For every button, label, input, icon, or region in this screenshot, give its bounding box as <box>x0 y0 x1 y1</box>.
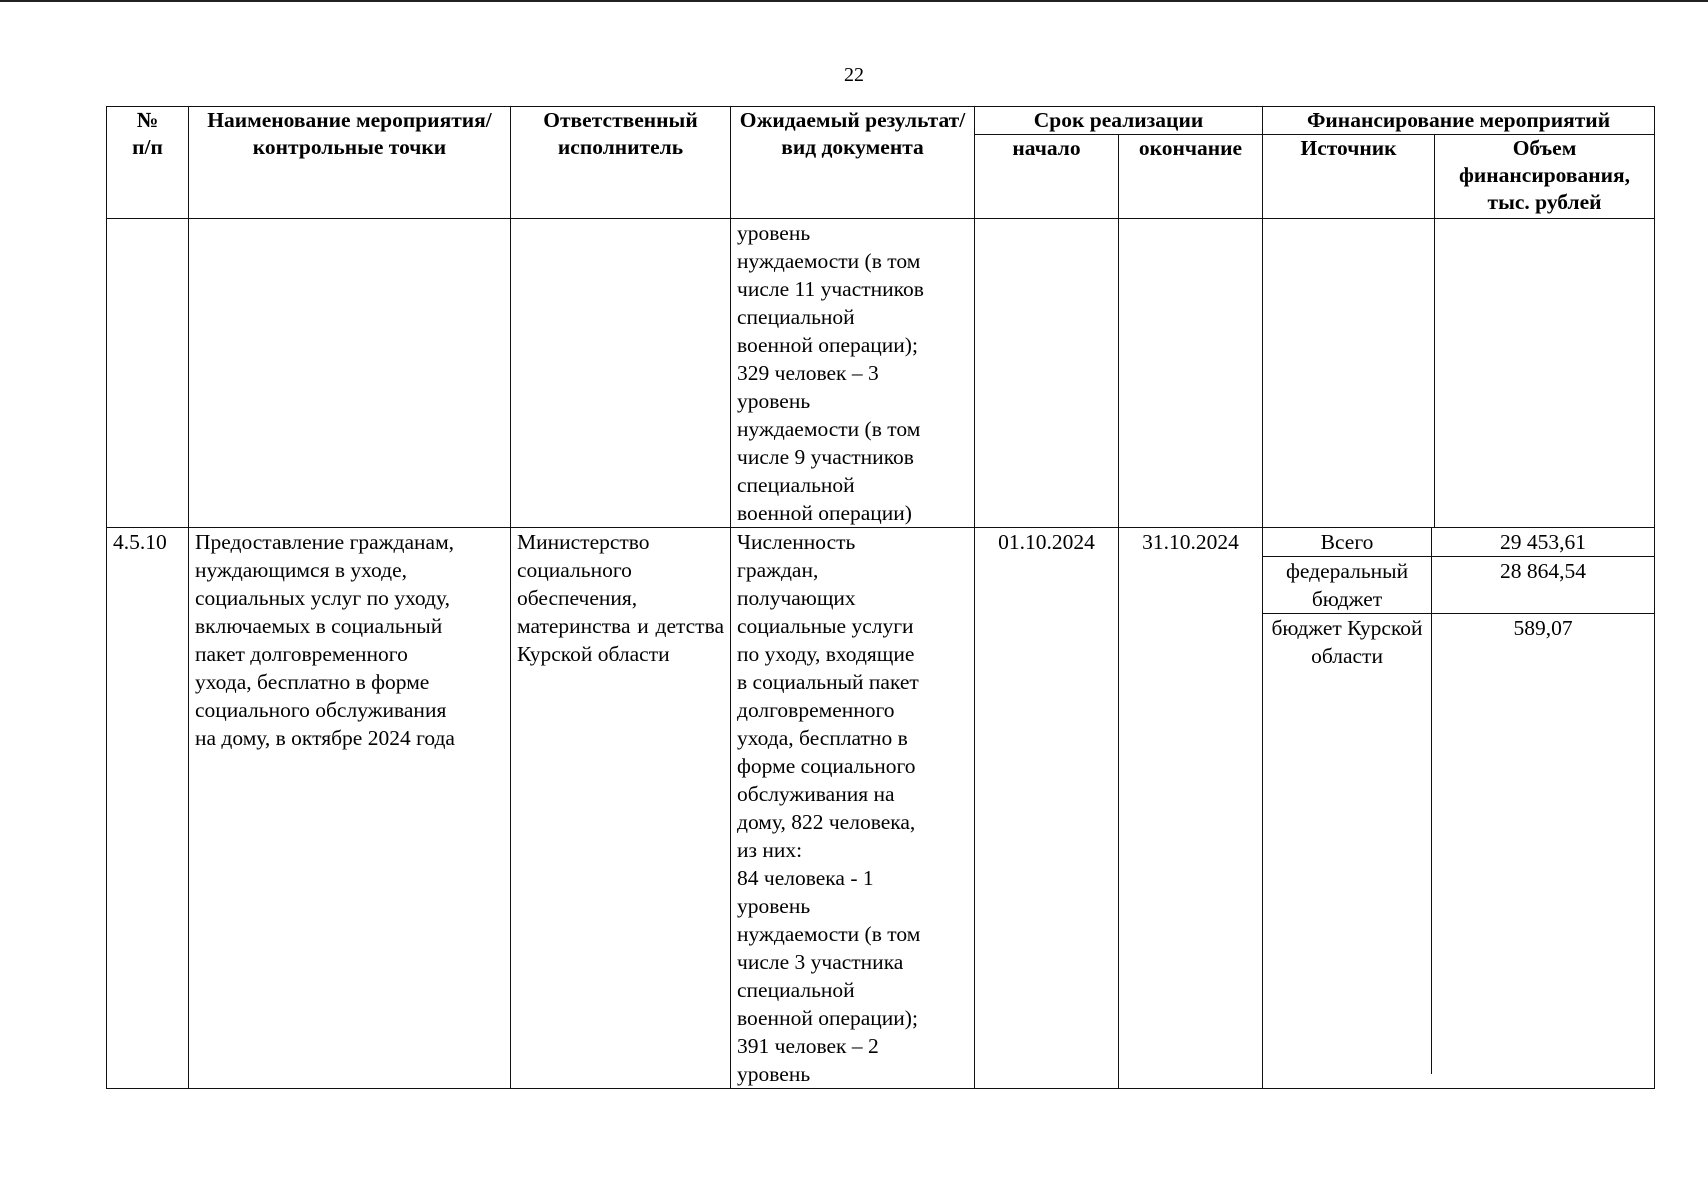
page-number: 22 <box>844 64 864 86</box>
cont-start-cell <box>975 219 1119 528</box>
continuation-row <box>107 219 1655 528</box>
finance-cell <box>1263 528 1655 1089</box>
row-result: Численность граждан, получающих социальные услуги по уходу, входящие в социальный пакет долговременного ухода, бесплатно в форме социального обслуживания на дому, 822 человека, из них: 84 человека - 1 уровень нуждаемости (в том числе 3 участника специальной военной операции); 391 человек – 2 уровень <box>731 528 975 1089</box>
row-start: 01.10.2024 <box>975 528 1119 1089</box>
finance-volume: 28 864,54 <box>1500 559 1587 583</box>
finance-source: бюджет Курской области <box>1263 614 1432 1074</box>
cont-volume-cell <box>1435 219 1655 528</box>
row-responsible: Министерство социального обеспечения, материнства и детства Курской области <box>511 528 731 1089</box>
header-term-group: Срок реализации <box>975 107 1263 135</box>
finance-row-federal <box>1263 557 1654 614</box>
header-finance-source: Источник <box>1263 135 1435 219</box>
header-term-end: окончание <box>1119 135 1263 219</box>
table-row <box>107 528 1655 1089</box>
header-finance-group: Финансирование мероприятий <box>1263 107 1655 135</box>
finance-source: Всего <box>1263 528 1432 556</box>
cont-responsible-cell <box>511 219 731 528</box>
cont-name-cell <box>189 219 511 528</box>
finance-row-regional <box>1263 614 1654 1074</box>
cont-source-cell <box>1263 219 1435 528</box>
row-num: 4.5.10 <box>107 528 189 1089</box>
finance-breakdown <box>1263 528 1654 1074</box>
finance-volume: 29 453,61 <box>1500 530 1587 554</box>
header-num: № п/п <box>107 107 189 219</box>
cont-num-cell <box>107 219 189 528</box>
finance-volume: 589,07 <box>1513 616 1573 640</box>
finance-source: федеральный бюджет <box>1263 557 1432 613</box>
page-top-border <box>0 0 1708 2</box>
header-row-1 <box>107 107 1655 135</box>
header-term-start: начало <box>975 135 1119 219</box>
cont-result-cell: уровень нуждаемости (в том числе 11 участников специальной военной операции); 329 человек – 3 уровень нуждаемости (в том числе 9 участников специальной военной операции) <box>731 219 975 528</box>
header-finance-volume: Объем финансирования, тыс. рублей <box>1435 135 1655 219</box>
row-end: 31.10.2024 <box>1119 528 1263 1089</box>
header-name: Наименование мероприятия/контрольные точки <box>189 107 511 219</box>
header-result: Ожидаемый результат/вид документа <box>731 107 975 219</box>
row-name: Предоставление гражданам, нуждающимся в уходе, социальных услуг по уходу, включаемых в социальный пакет долговременного ухода, бесплатно в форме социального обслуживания на дому, в октябре 2024 года <box>189 528 511 1089</box>
cont-end-cell <box>1119 219 1263 528</box>
header-responsible: Ответственный исполнитель <box>511 107 731 219</box>
finance-row-total <box>1263 528 1654 557</box>
measures-table <box>106 106 1655 1089</box>
